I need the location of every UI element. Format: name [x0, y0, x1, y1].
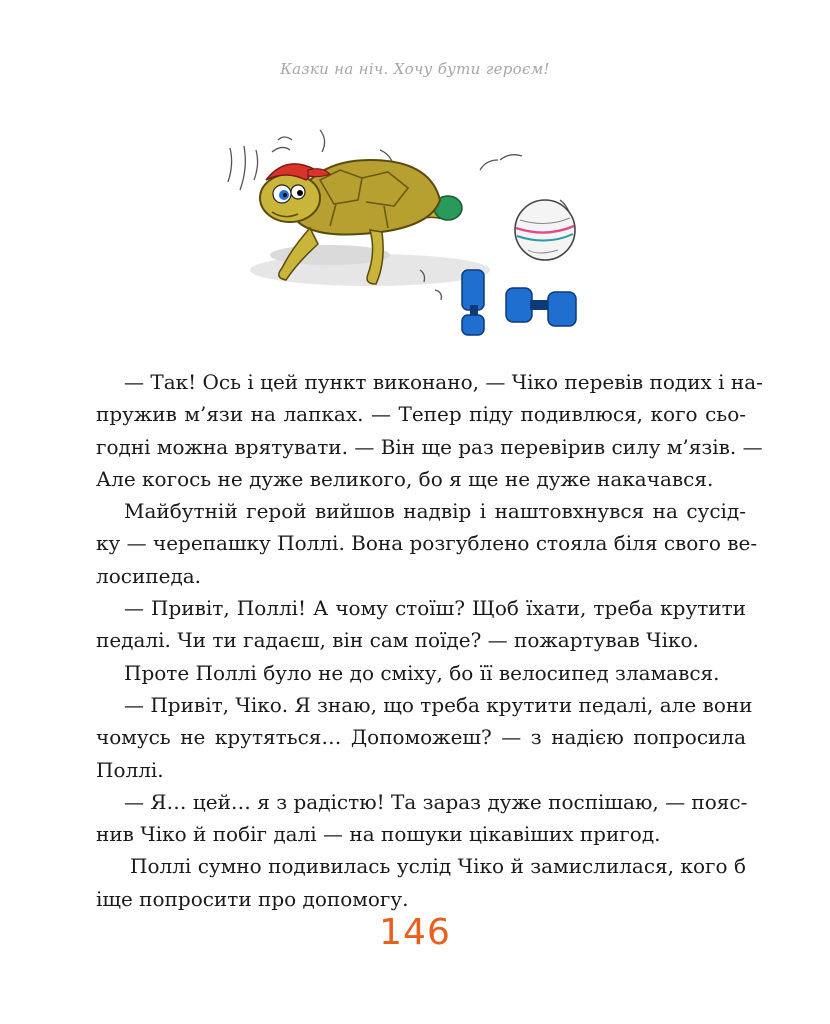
text-line: Поллі сумно подивилась услід Чіко й замислилася, кого б — [130, 854, 746, 879]
running-head: Казки на ніч. Хочу бути героєм! — [280, 60, 550, 78]
text-line: — Привіт, Чіко. Я знаю, що треба крутити педалі, але вони — [124, 692, 753, 717]
text-line: лосипеда. — [96, 563, 202, 588]
text-line: Але когось не дуже великого, бо я ще не дуже накачався. — [96, 466, 714, 491]
dumbbell-icon — [506, 288, 576, 326]
dumbbell-icon — [462, 270, 484, 335]
text-line: ку — черепашку Поллі. Вона розгублено стояла біля свого ве- — [96, 531, 758, 556]
page-number: 146 — [379, 912, 451, 953]
text-line: — Я… цей… я з радістю! Та зараз дуже поспішаю, — пояс- — [124, 789, 748, 814]
text-line: годні можна врятувати. — Він ще раз перевірив силу м’язів. — — [96, 434, 763, 459]
text-line: Майбутній герой вийшов надвір і наштовхнувся на сусід- — [124, 499, 746, 524]
ball-icon — [515, 200, 575, 260]
text-line: Проте Поллі було не до сміху, бо її велосипед зламався. — [124, 660, 720, 685]
text-line: іще попросити про допомогу. — [96, 886, 409, 911]
text-line: педалі. Чи ти гадаєш, він сам поїде? — пожартував Чіко. — [96, 628, 699, 653]
text-line: — Так! Ось і цей пункт виконано, — Чіко перевів подих і на- — [124, 370, 763, 394]
text-line: пружив м’язи на лапках. — Тепер піду подивлюся, кого сьо- — [96, 402, 746, 427]
text-line: нив Чіко й побіг далі — на пошуки цікавіших пригод. — [96, 822, 661, 847]
story-text — [96, 366, 763, 915]
text-line: чомусь не крутяться… Допоможеш? — з надією попросила — [96, 725, 746, 750]
text-line: Поллі. — [96, 757, 164, 782]
turtle-workout-illustration — [210, 120, 610, 345]
text-line: — Привіт, Поллі! А чому стоїш? Щоб їхати, треба крутити — [124, 596, 746, 621]
